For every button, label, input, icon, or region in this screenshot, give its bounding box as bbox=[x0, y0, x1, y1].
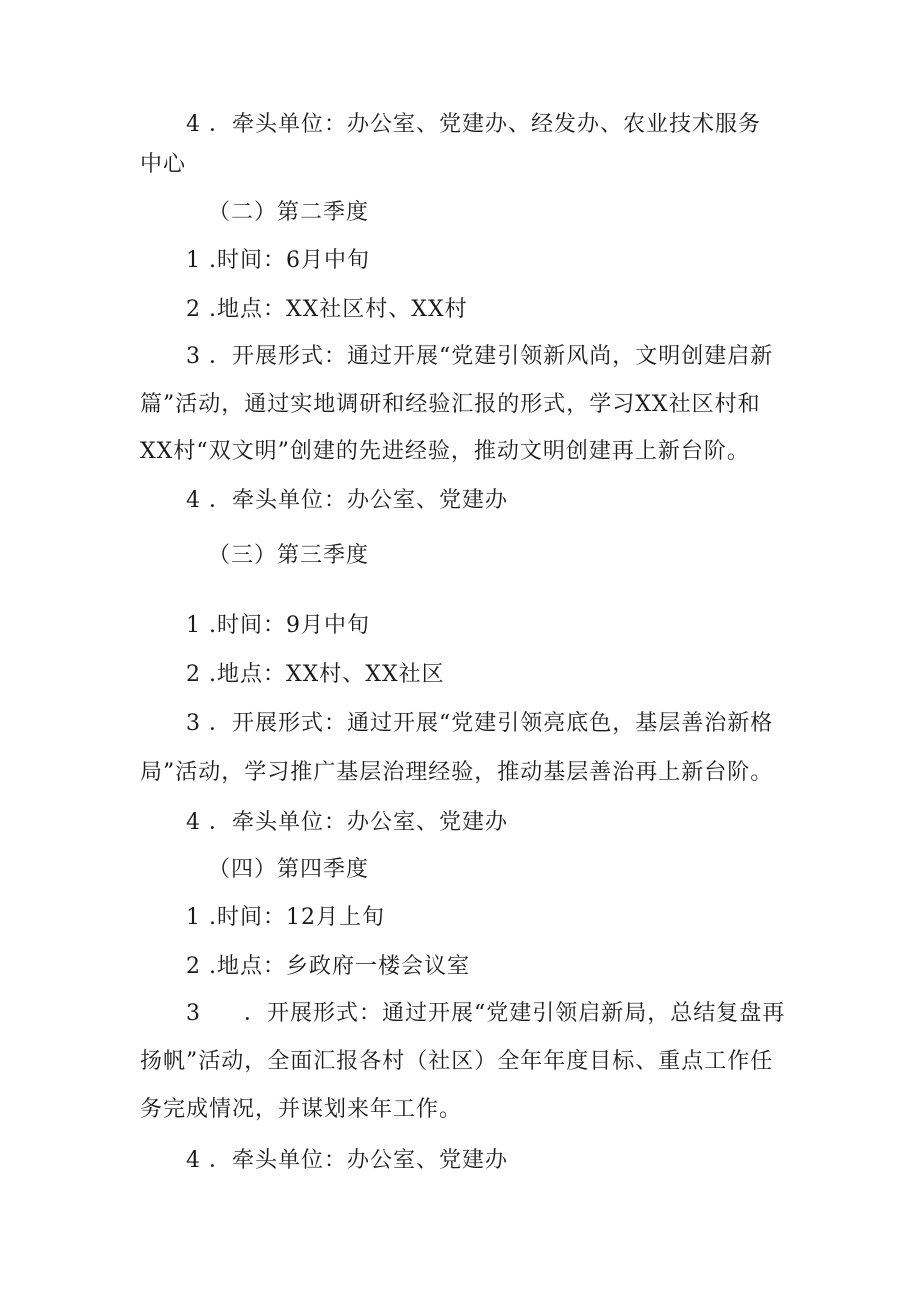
q2-lead-unit: 4 ．牵头单位：办公室、党建办 bbox=[186, 488, 508, 513]
q2-time: 1 .时间：6月中旬 bbox=[186, 248, 370, 273]
q1-lead-unit-line1: 4 ．牵头单位：办公室、党建办、经发办、农业技术服务 bbox=[186, 112, 761, 137]
q2-form-line3: XX村“双文明”创建的先进经验，推动文明创建再上新台阶。 bbox=[140, 439, 750, 464]
q4-form-line1: ．开展形式：通过开展“党建引领启新局，总结复盘再 bbox=[244, 1001, 786, 1026]
q2-location: 2 .地点：XX社区村、XX村 bbox=[186, 297, 468, 322]
q3-form-line2: 局”活动，学习推广基层治理经验，推动基层善治再上新台阶。 bbox=[140, 760, 774, 785]
q4-lead-unit: 4 ．牵头单位：办公室、党建办 bbox=[186, 1148, 508, 1173]
q4-form-num: 3 bbox=[186, 1001, 201, 1026]
q4-location: 2 .地点：乡政府一楼会议室 bbox=[186, 954, 470, 979]
q3-lead-unit: 4 ．牵头单位：办公室、党建办 bbox=[186, 810, 508, 835]
q2-form-line2: 篇”活动，通过实地调研和经验汇报的形式，学习XX社区村和 bbox=[140, 392, 761, 417]
q2-form-line1: 3 ．开展形式：通过开展“党建引领新风尚，文明创建启新 bbox=[186, 344, 774, 369]
q4-form-line2: 扬帆”活动，全面汇报各村（社区）全年年度目标、重点工作任 bbox=[140, 1049, 774, 1074]
q4-form-line3: 务完成情况，并谋划来年工作。 bbox=[140, 1097, 463, 1122]
q3-form-line1: 3 ．开展形式：通过开展“党建引领亮底色，基层善治新格 bbox=[186, 711, 774, 736]
q1-lead-unit-line2: 中心 bbox=[140, 152, 187, 177]
q3-location: 2 .地点：XX村、XX社区 bbox=[186, 662, 445, 687]
q3-time: 1 .时间：9月中旬 bbox=[186, 613, 370, 638]
q4-heading: （四）第四季度 bbox=[208, 857, 370, 882]
q2-heading: （二）第二季度 bbox=[208, 200, 370, 225]
q4-time: 1 .时间：12月上旬 bbox=[186, 905, 385, 930]
q3-heading: （三）第三季度 bbox=[208, 543, 370, 568]
